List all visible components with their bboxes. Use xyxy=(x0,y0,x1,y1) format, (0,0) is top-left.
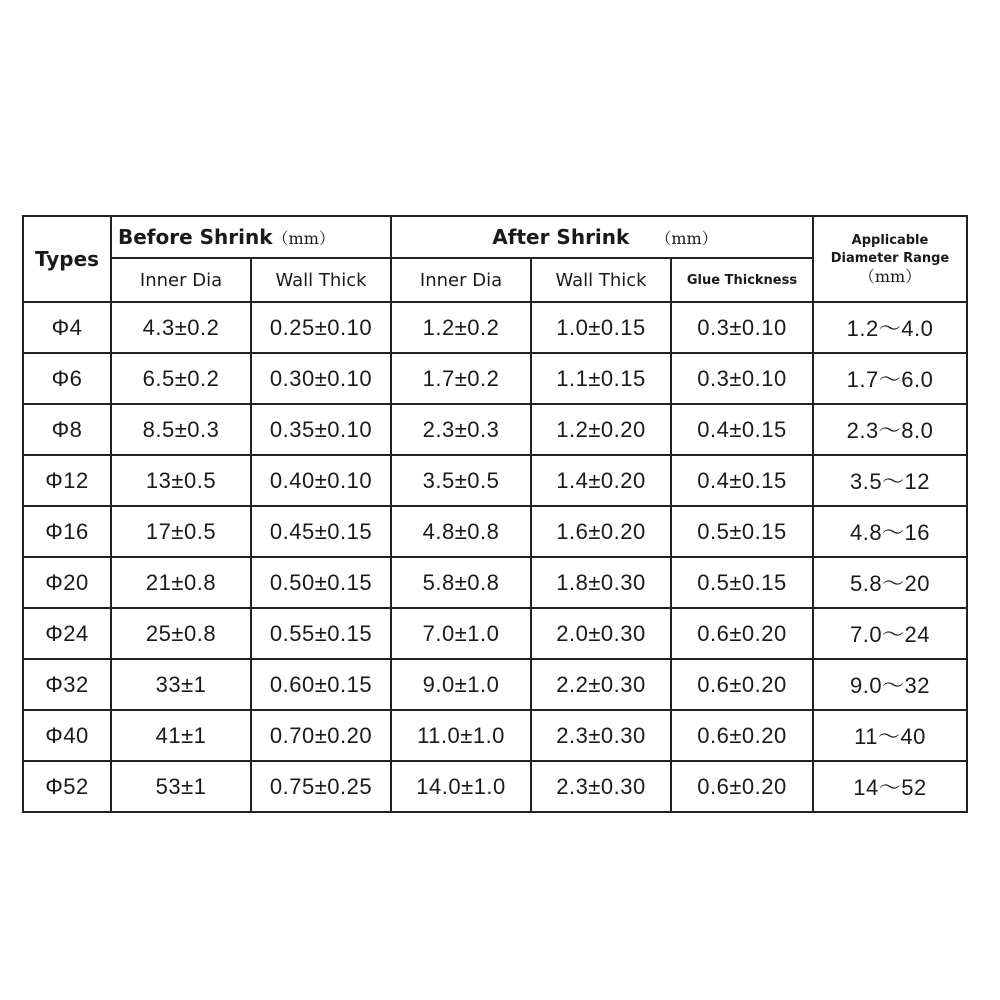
after-wall-thick-cell: 1.1±0.15 xyxy=(531,353,671,404)
header-after-inner-dia: Inner Dia xyxy=(391,258,531,302)
after-wall-thick-cell: 2.3±0.30 xyxy=(531,761,671,812)
glue-thickness-cell: 0.6±0.20 xyxy=(671,608,813,659)
applicable-range-cell: 11～40 xyxy=(813,710,967,761)
applicable-range-cell: 1.2～4.0 xyxy=(813,302,967,353)
before-wall-thick-cell: 0.50±0.15 xyxy=(251,557,391,608)
before-inner-dia-cell: 4.3±0.2 xyxy=(111,302,251,353)
applicable-range-cell: 5.8～20 xyxy=(813,557,967,608)
after-inner-dia-cell: 7.0±1.0 xyxy=(391,608,531,659)
type-cell: Φ32 xyxy=(23,659,111,710)
before-wall-thick-cell: 0.40±0.10 xyxy=(251,455,391,506)
header-applicable-range xyxy=(813,216,967,302)
applicable-range-cell: 2.3～8.0 xyxy=(813,404,967,455)
before-wall-thick-cell: 0.55±0.15 xyxy=(251,608,391,659)
glue-thickness-cell: 0.5±0.15 xyxy=(671,506,813,557)
glue-thickness-cell: 0.4±0.15 xyxy=(671,455,813,506)
after-inner-dia-cell: 3.5±0.5 xyxy=(391,455,531,506)
before-inner-dia-cell: 53±1 xyxy=(111,761,251,812)
table-row xyxy=(23,404,967,455)
header-before-shrink xyxy=(111,216,391,258)
before-wall-thick-cell: 0.60±0.15 xyxy=(251,659,391,710)
after-wall-thick-cell: 1.8±0.30 xyxy=(531,557,671,608)
header-after-shrink-unit: （mm） xyxy=(655,229,718,248)
after-wall-thick-cell: 1.0±0.15 xyxy=(531,302,671,353)
after-wall-thick-cell: 1.4±0.20 xyxy=(531,455,671,506)
type-cell: Φ12 xyxy=(23,455,111,506)
glue-thickness-cell: 0.6±0.20 xyxy=(671,761,813,812)
type-cell: Φ24 xyxy=(23,608,111,659)
applicable-range-cell: 14～52 xyxy=(813,761,967,812)
header-before-inner-dia: Inner Dia xyxy=(111,258,251,302)
after-wall-thick-cell: 2.2±0.30 xyxy=(531,659,671,710)
before-inner-dia-cell: 41±1 xyxy=(111,710,251,761)
applicable-range-cell: 1.7～6.0 xyxy=(813,353,967,404)
before-wall-thick-cell: 0.70±0.20 xyxy=(251,710,391,761)
header-after-wall-thick: Wall Thick xyxy=(531,258,671,302)
table-row xyxy=(23,608,967,659)
before-wall-thick-cell: 0.75±0.25 xyxy=(251,761,391,812)
after-inner-dia-cell: 11.0±1.0 xyxy=(391,710,531,761)
before-wall-thick-cell: 0.35±0.10 xyxy=(251,404,391,455)
after-inner-dia-cell: 2.3±0.3 xyxy=(391,404,531,455)
type-cell: Φ6 xyxy=(23,353,111,404)
before-wall-thick-cell: 0.45±0.15 xyxy=(251,506,391,557)
after-inner-dia-cell: 5.8±0.8 xyxy=(391,557,531,608)
before-inner-dia-cell: 13±0.5 xyxy=(111,455,251,506)
header-applicable-unit: （mm） xyxy=(858,267,922,286)
table-row xyxy=(23,710,967,761)
after-wall-thick-cell: 1.2±0.20 xyxy=(531,404,671,455)
type-cell: Φ16 xyxy=(23,506,111,557)
after-inner-dia-cell: 4.8±0.8 xyxy=(391,506,531,557)
after-inner-dia-cell: 1.2±0.2 xyxy=(391,302,531,353)
applicable-range-cell: 3.5～12 xyxy=(813,455,967,506)
header-before-shrink-label: Before Shrink xyxy=(118,225,273,249)
glue-thickness-cell: 0.4±0.15 xyxy=(671,404,813,455)
type-cell: Φ4 xyxy=(23,302,111,353)
before-inner-dia-cell: 33±1 xyxy=(111,659,251,710)
table-header xyxy=(23,216,967,302)
header-before-shrink-unit: （mm） xyxy=(272,229,335,248)
table-body xyxy=(23,302,967,812)
before-inner-dia-cell: 17±0.5 xyxy=(111,506,251,557)
after-inner-dia-cell: 14.0±1.0 xyxy=(391,761,531,812)
glue-thickness-cell: 0.3±0.10 xyxy=(671,353,813,404)
before-wall-thick-cell: 0.30±0.10 xyxy=(251,353,391,404)
table-row xyxy=(23,353,967,404)
after-wall-thick-cell: 2.3±0.30 xyxy=(531,710,671,761)
type-cell: Φ52 xyxy=(23,761,111,812)
glue-thickness-cell: 0.3±0.10 xyxy=(671,302,813,353)
before-inner-dia-cell: 21±0.8 xyxy=(111,557,251,608)
table-row xyxy=(23,455,967,506)
table-row xyxy=(23,761,967,812)
after-wall-thick-cell: 1.6±0.20 xyxy=(531,506,671,557)
after-inner-dia-cell: 1.7±0.2 xyxy=(391,353,531,404)
table-row xyxy=(23,659,967,710)
table-row xyxy=(23,302,967,353)
table-row xyxy=(23,506,967,557)
header-glue-thickness: Glue Thickness xyxy=(671,258,813,302)
spec-table xyxy=(22,215,968,813)
before-inner-dia-cell: 25±0.8 xyxy=(111,608,251,659)
header-types: Types xyxy=(23,216,111,302)
applicable-range-cell: 7.0～24 xyxy=(813,608,967,659)
type-cell: Φ40 xyxy=(23,710,111,761)
before-inner-dia-cell: 8.5±0.3 xyxy=(111,404,251,455)
header-applicable-line2: Diameter Range xyxy=(830,251,950,266)
type-cell: Φ20 xyxy=(23,557,111,608)
table-row xyxy=(23,557,967,608)
applicable-range-cell: 4.8～16 xyxy=(813,506,967,557)
glue-thickness-cell: 0.5±0.15 xyxy=(671,557,813,608)
type-cell: Φ8 xyxy=(23,404,111,455)
before-wall-thick-cell: 0.25±0.10 xyxy=(251,302,391,353)
glue-thickness-cell: 0.6±0.20 xyxy=(671,659,813,710)
applicable-range-cell: 9.0～32 xyxy=(813,659,967,710)
header-applicable-line1: Applicable xyxy=(851,233,929,248)
glue-thickness-cell: 0.6±0.20 xyxy=(671,710,813,761)
after-inner-dia-cell: 9.0±1.0 xyxy=(391,659,531,710)
header-after-shrink-label: After Shrink xyxy=(492,225,630,249)
before-inner-dia-cell: 6.5±0.2 xyxy=(111,353,251,404)
header-before-wall-thick: Wall Thick xyxy=(251,258,391,302)
header-after-shrink xyxy=(391,216,813,258)
after-wall-thick-cell: 2.0±0.30 xyxy=(531,608,671,659)
